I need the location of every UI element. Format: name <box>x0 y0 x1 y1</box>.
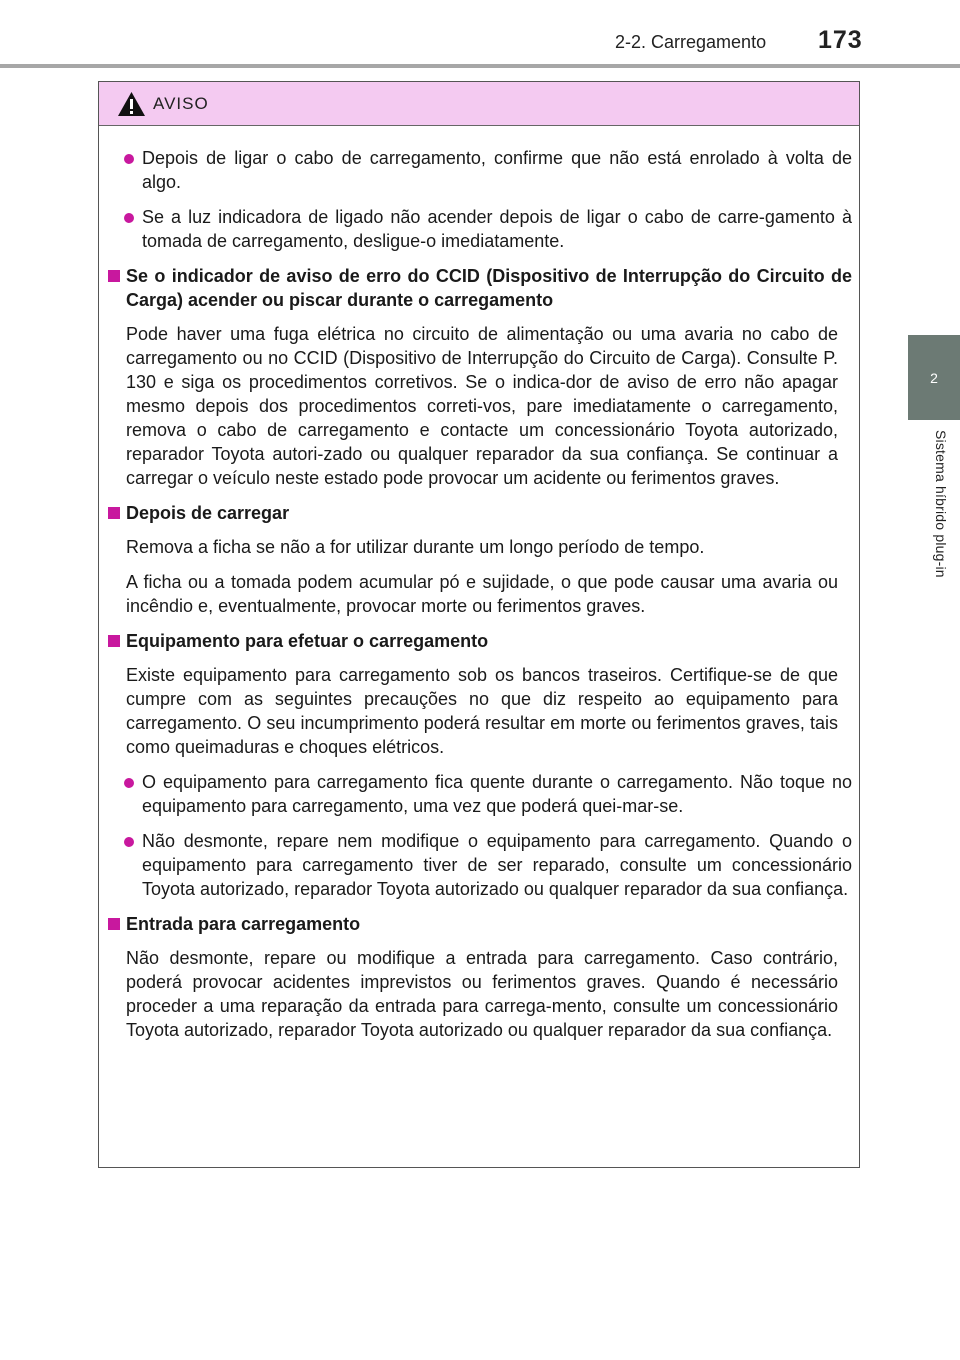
section-heading-text: Entrada para carregamento <box>126 914 361 934</box>
section-heading-text: Equipamento para efetuar o carregamento <box>126 631 489 651</box>
square-bullet-icon <box>108 270 120 282</box>
section-title: 2-2. Carregamento <box>615 32 767 52</box>
square-bullet-icon <box>108 918 120 930</box>
bullet-text: Se a luz indicadora de ligado não acender depois de ligar o cabo de carre-gamento à tomada de carregamento, desligue-o imediatamente. <box>142 207 852 251</box>
section-heading <box>104 501 852 525</box>
bullet-text: Depois de ligar o cabo de carregamento, confirme que não está enrolado à volta de algo. <box>142 148 852 192</box>
bullet-icon <box>124 213 134 223</box>
list-item <box>104 205 852 253</box>
warning-body <box>99 126 859 1042</box>
list-item <box>104 829 852 901</box>
section-heading-text: Depois de carregar <box>126 503 290 523</box>
chapter-title: Sistema híbrido plug-in <box>933 430 949 578</box>
section-heading <box>104 912 852 936</box>
header-divider <box>0 64 960 68</box>
paragraph: Não desmonte, repare ou modifique a entrada para carregamento. Caso contrário, poderá provocar acidentes imprevistos ou ferimentos graves. Quando é necessário proceder a uma reparação da entrada para carrega-mento, consulte um concessionário Toyota autorizado, reparador Toyota autorizado ou qualquer reparador da sua confiança. <box>126 948 838 1040</box>
chapter-number: 2 <box>930 369 938 386</box>
list-item <box>104 770 852 818</box>
bullet-icon <box>124 778 134 788</box>
warning-box <box>98 81 860 1168</box>
warning-header <box>99 82 859 126</box>
chapter-tab[interactable] <box>908 335 960 420</box>
bullet-icon <box>124 837 134 847</box>
paragraph: Existe equipamento para carregamento sob os bancos traseiros. Certifique-se de que cumpre com as seguintes precauções no que diz respeito ao equipamento para carregamento. O seu incumprimento poderá resultar em morte ou ferimentos graves, tais como queimaduras e choques elétricos. <box>126 665 838 757</box>
square-bullet-icon <box>108 507 120 519</box>
paragraph: Pode haver uma fuga elétrica no circuito de alimentação ou uma avaria no cabo de carregamento ou no CCID (Dispositivo de Interrupção do Circuito de Carga). Consulte P. 130 e siga os procedimentos corretivos. Se o indica-dor de aviso de erro não apagar mesmo depois dos procedimentos correti-vos, pare imediatamente o carregamento, remova o cabo de carregamento e contacte um concessionário Toyota autorizado, reparador Toyota autori-zado ou qualquer reparador da sua confiança. Se continuar a carregar o veículo neste estado pode provocar um acidente ou ferimentos graves. <box>126 324 838 488</box>
page-number: 173 <box>818 26 863 54</box>
paragraph: A ficha ou a tomada podem acumular pó e sujidade, o que pode causar uma avaria ou incêndio e, eventualmente, provocar morte ou ferimentos graves. <box>126 572 838 616</box>
section-heading <box>104 264 852 312</box>
warning-title: AVISO <box>153 93 209 113</box>
paragraph: Remova a ficha se não a for utilizar durante um longo período de tempo. <box>126 537 705 557</box>
bullet-icon <box>124 154 134 164</box>
bullet-text: Não desmonte, repare nem modifique o equipamento para carregamento. Quando o equipamento para carregamento tiver de ser reparado, consulte um concessionário Toyota autorizado, reparador Toyota autorizado ou qualquer reparador da sua confiança. <box>142 831 852 899</box>
section-heading-text: Se o indicador de aviso de erro do CCID (Dispositivo de Interrupção do Circuito de Carga) acender ou piscar durante o carregamento <box>126 266 852 310</box>
section-heading <box>104 629 852 653</box>
bullet-text: O equipamento para carregamento fica quente durante o carregamento. Não toque no equipamento para carregamento, uma vez que poderá quei-mar-se. <box>142 772 852 816</box>
square-bullet-icon <box>108 635 120 647</box>
list-item <box>104 146 852 194</box>
warning-triangle-icon <box>117 91 146 117</box>
